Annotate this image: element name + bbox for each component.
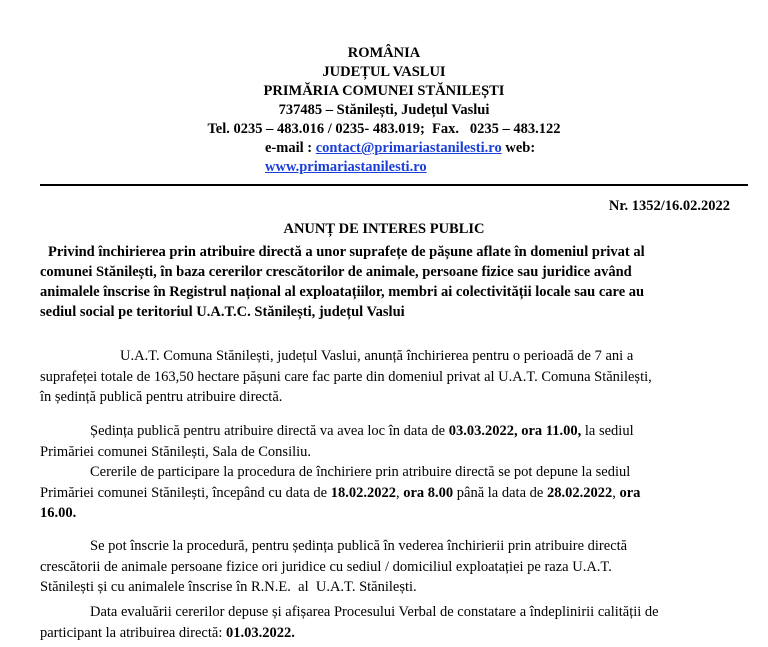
paragraph-line: Data evaluării cererilor depuse și afișarea Procesului Verbal de constatare a îndeplinirii calității de	[90, 604, 659, 620]
paragraph-line	[40, 623, 732, 644]
institution-heading: PRIMĂRIA COMUNEI STĂNILEȘTI	[263, 83, 505, 99]
website-line	[265, 158, 427, 177]
text-run: Ședința publică pentru atribuire directă va avea loc în data de	[90, 423, 449, 439]
subject-line: animalele înscrise în Registrul național al exploatațiilor, membri ai colectivității locale sau care au	[40, 284, 645, 300]
paragraph-announcement	[40, 346, 732, 408]
paragraph-session	[40, 421, 732, 462]
end-hour-value: 16.00.	[40, 505, 77, 521]
paragraph-line: Cererile de participare la procedura de închiriere prin atribuire directă se pot depune la sediul	[90, 464, 631, 480]
web-label: web:	[505, 140, 536, 156]
text-run: la sediul	[581, 423, 634, 439]
session-date: 03.03.2022, ora 11.00,	[448, 423, 582, 439]
text-run: Primăriei comunei Stănilești, începând cu data de	[40, 484, 331, 501]
start-hour: ora 8.00	[403, 484, 454, 501]
paragraph-line: crescătorii de animale persoane fizice ori juridice cu sediul / domiciliul exploatației pe raza U.A.T.	[40, 558, 612, 575]
address-line: 737485 – Stănilești, Județul Vaslui	[278, 102, 490, 118]
start-date: 18.02.2022	[330, 484, 396, 501]
text-run: ,	[395, 484, 404, 501]
email-link[interactable]: contact@primariastanilesti.ro	[315, 140, 502, 156]
text-run: până la data de	[453, 484, 547, 501]
letterhead	[0, 44, 768, 139]
reference-number: Nr. 1352/16.02.2022	[608, 198, 730, 214]
notice-title: ANUNȚ DE INTERES PUBLIC	[283, 221, 485, 237]
paragraph-line: U.A.T. Comuna Stănilești, județul Vaslui, anunță închirierea pentru o perioadă de 7 ani a	[120, 348, 634, 364]
subject-line: sediul social pe teritoriul U.A.T.C. Stănilești, județul Vaslui	[40, 304, 405, 320]
paragraph-line: Primăriei comunei Stănilești, Sala de Consiliu.	[40, 443, 312, 460]
evaluation-date: 01.03.2022.	[226, 624, 295, 641]
paragraph-eligibility	[40, 536, 732, 598]
paragraph-line: suprafeței totale de 163,50 hectare pășuni care fac parte din domeniul privat al U.A.T. Comuna Stănilești,	[40, 368, 652, 385]
paragraph-line	[40, 483, 732, 504]
paragraph-line: în ședință publică pentru atribuire directă.	[40, 389, 283, 405]
email-label: e-mail :	[265, 140, 313, 156]
text-run: participant la atribuirea directă:	[40, 624, 226, 641]
paragraph-line: Stănilești și cu animalele înscrise în R.N.E. al U.A.T. Stănilești.	[40, 579, 417, 595]
subject-line: Privind închirierea prin atribuire directă a unor suprafețe de pășune aflate în domeniul privat al	[48, 244, 645, 260]
website-link[interactable]: www.primariastanilesti.ro	[265, 159, 427, 175]
paragraph-evaluation	[40, 602, 732, 643]
header-divider	[40, 184, 748, 186]
paragraph-line	[40, 421, 732, 442]
subject-line: comunei Stănilești, în baza cererilor crescătorilor de animale, persoane fizice sau juridice având	[40, 264, 632, 280]
end-date: 28.02.2022	[546, 484, 613, 501]
paragraph-applications	[40, 462, 732, 524]
county-heading: JUDEȚUL VASLUI	[322, 64, 446, 80]
country-heading: ROMÂNIA	[347, 45, 421, 61]
end-hour-label: ora	[619, 484, 641, 501]
notice-subject	[40, 242, 748, 322]
phone-fax-line: Tel. 0235 – 483.016 / 0235- 483.019; Fax. 0235 – 483.122	[207, 121, 561, 137]
paragraph-line: Se pot înscrie la procedură, pentru ședința publică în vederea închirierii prin atribuire directă	[90, 538, 628, 554]
email-line	[265, 139, 535, 158]
text-run: ,	[612, 484, 620, 501]
